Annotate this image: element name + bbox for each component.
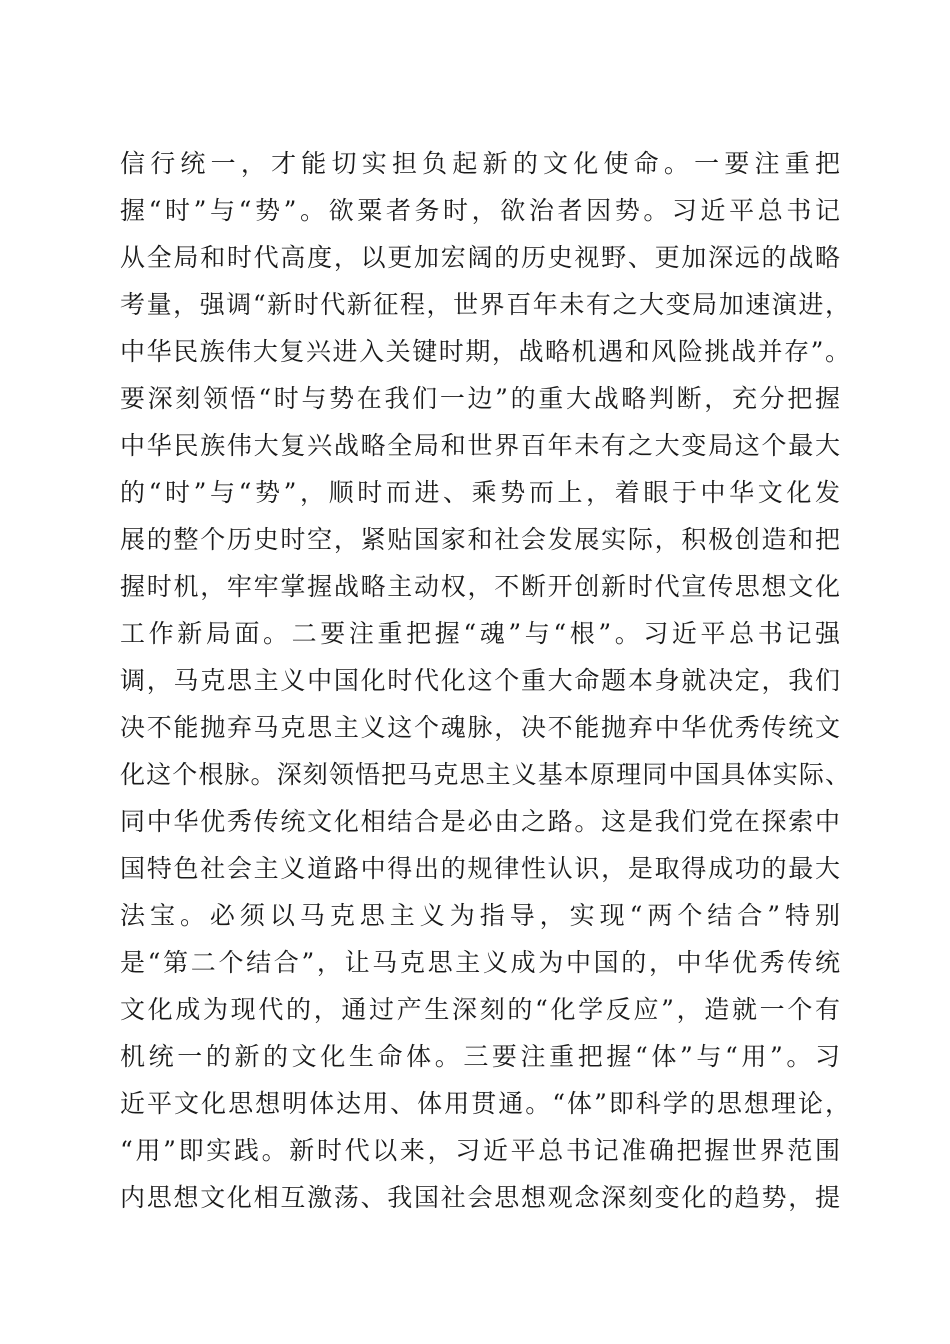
- text-line: 机统一的新的文化生命体。三要注重把握“体”与“用”。习: [120, 1042, 840, 1071]
- text-line: 国特色社会主义道路中得出的规律性认识，是取得成功的最大: [120, 854, 840, 883]
- text-line: 工作新局面。二要注重把握“魂”与“根”。习近平总书记强: [120, 619, 840, 648]
- text-line: 握“时”与“势”。欲粟者务时，欲治者因势。习近平总书记: [120, 196, 840, 225]
- text-line: 化这个根脉。深刻领悟把马克思主义基本原理同中国具体实际、: [120, 760, 850, 789]
- text-line: “用”即实践。新时代以来，习近平总书记准确把握世界范围: [120, 1136, 840, 1165]
- text-line: 近平文化思想明体达用、体用贯通。“体”即科学的思想理论，: [120, 1089, 850, 1118]
- text-line: 中华民族伟大复兴进入关键时期，战略机遇和风险挑战并存”。: [120, 337, 850, 366]
- text-line: 信行统一，才能切实担负起新的文化使命。一要注重把: [120, 149, 840, 178]
- text-line: 展的整个历史时空，紧贴国家和社会发展实际，积极创造和把: [120, 525, 840, 554]
- text-line: 握时机，牢牢掌握战略主动权，不断开创新时代宣传思想文化: [120, 572, 840, 601]
- text-line: 同中华优秀传统文化相结合是必由之路。这是我们党在探索中: [120, 807, 840, 836]
- text-line: 是“第二个结合”，让马克思主义成为中国的，中华优秀传统: [120, 948, 840, 977]
- text-line: 决不能抛弃马克思主义这个魂脉，决不能抛弃中华优秀传统文: [120, 713, 840, 742]
- text-line: 调，马克思主义中国化时代化这个重大命题本身就决定，我们: [120, 666, 840, 695]
- text-line: 要深刻领悟“时与势在我们一边”的重大战略判断，充分把握: [120, 384, 840, 413]
- body-text: [120, 140, 850, 1221]
- text-line: 考量，强调“新时代新征程，世界百年未有之大变局加速演进，: [120, 290, 850, 319]
- text-line: 的“时”与“势”，顺时而进、乘势而上，着眼于中华文化发: [120, 478, 840, 507]
- text-line: 文化成为现代的，通过产生深刻的“化学反应”，造就一个有: [120, 995, 840, 1024]
- text-line: 中华民族伟大复兴战略全局和世界百年未有之大变局这个最大: [120, 431, 840, 460]
- text-line: 内思想文化相互激荡、我国社会思想观念深刻变化的趋势，提: [120, 1183, 840, 1212]
- text-line: 从全局和时代高度，以更加宏阔的历史视野、更加深远的战略: [120, 243, 840, 272]
- text-line: 法宝。必须以马克思主义为指导，实现“两个结合”特别: [120, 901, 840, 930]
